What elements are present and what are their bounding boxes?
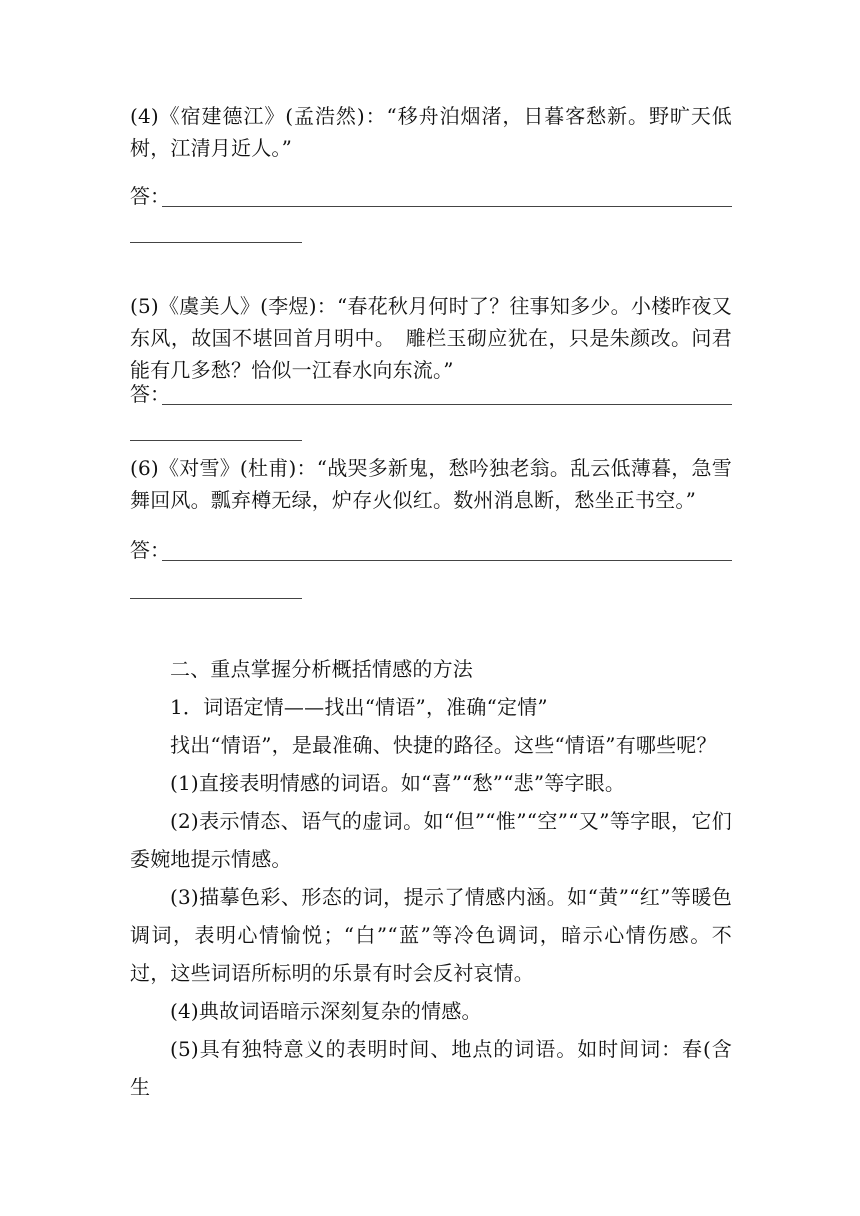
section-heading: 二、重点掌握分析概括情感的方法 [170,657,473,681]
question-6-text: (6)《对雪》(杜甫)：“战哭多新鬼，愁吟独老翁。乱云低薄暮，急雪舞回风。瓢弃樽无绿，炉存火似红。数州消息断，愁坐正书空。” [130,456,732,512]
answer-row-6 [130,534,732,566]
paragraph: (2)表示情态、语气的虚词。如“但”“惟”“空”“又”等字眼，它们委婉地提示情感。 [130,809,732,871]
question-5-text: (5)《虞美人》(李煜)：“春花秋月何时了？往事知多少。小楼昨夜又东风，故国不堪回首月明中。 雕栏玉砌应犹在，只是朱颜改。问君能有几多愁？恰似一江春水向东流。” [130,294,732,382]
paragraph: (5)具有独特意义的表明时间、地点的词语。如时间词：春(含生 [130,1037,732,1099]
answer-row-5 [130,378,732,410]
answer-line [162,206,732,207]
answer-line-continuation [130,440,302,441]
answer-line-continuation [130,242,302,243]
question-6 [130,452,732,516]
paragraph: (1)直接表明情感的词语。如“喜”“愁”“悲”等字眼。 [170,771,626,795]
paragraph: 找出“情语”，是最准确、快捷的路径。这些“情语”有哪些呢？ [170,733,717,757]
question-5 [130,290,732,386]
section-methods [130,650,732,1106]
answer-line-continuation [130,598,302,599]
question-4-text: (4)《宿建德江》(孟浩然)：“移舟泊烟渚，日暮客愁新。野旷天低树，江清月近人。” [130,104,732,160]
answer-line [162,404,732,405]
answer-row-4 [130,180,732,212]
paragraph: (3)描摹色彩、形态的词，提示了情感内涵。如“黄”“红”等暖色调词，表明心情愉悦；“白”“蓝”等冷色调词，暗示心情伤感。不过，这些词语所标明的乐景有时会反衬哀情。 [130,885,732,985]
section-subheading: 1．词语定情——找出“情语”，准确“定情” [170,695,548,719]
answer-label: 答： [130,382,170,406]
paragraph: (4)典故词语暗示深刻复杂的情感。 [170,999,482,1023]
answer-label: 答： [130,538,170,562]
answer-label: 答： [130,184,170,208]
answer-line [162,560,732,561]
question-4 [130,100,732,164]
